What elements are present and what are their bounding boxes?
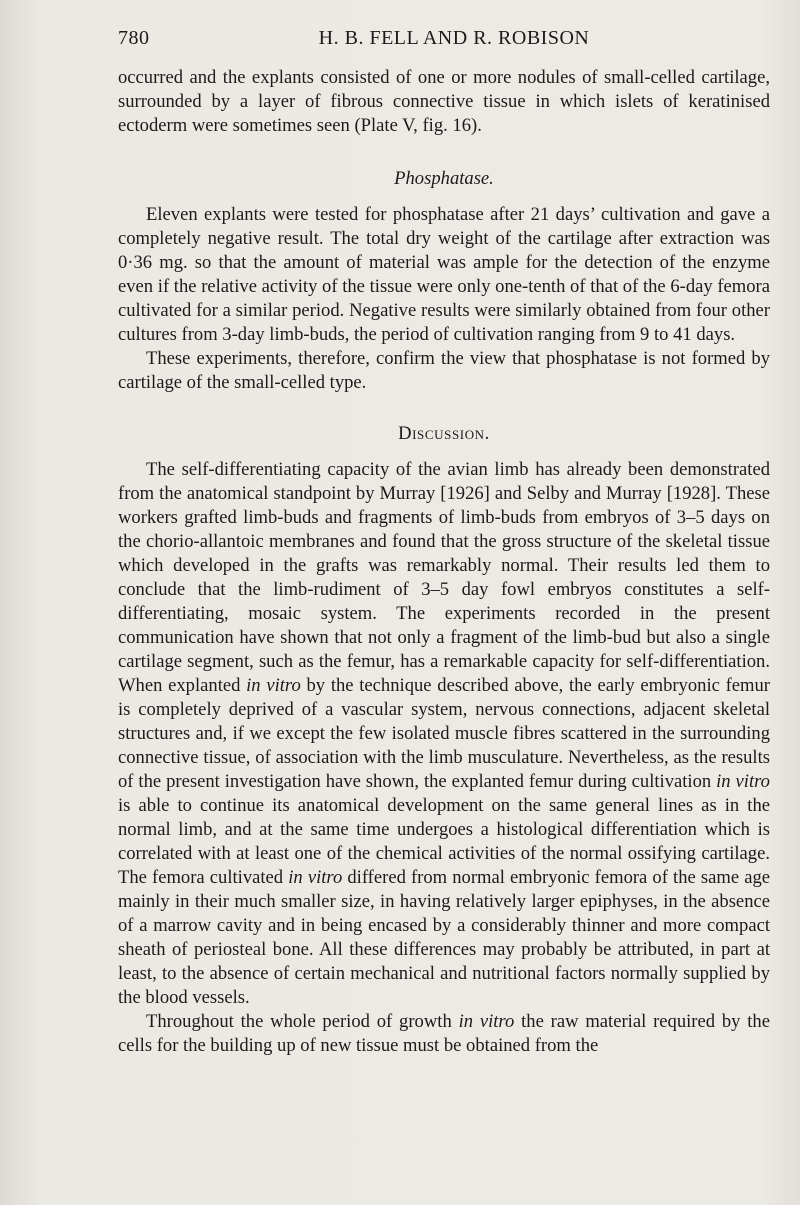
paragraph-intro: occurred and the explants consisted of one or more nodules of small-celled cartilage, surrounded by a layer of fibrous connective tissue in which islets of keratinised ectoderm were sometimes seen (Plate V, fig. 16). (118, 67, 770, 136)
paragraph-phosphatase-1: Eleven explants were tested for phosphatase after 21 days’ cultivation and gave a completely negative result. The total dry weight of the cartilage after extraction was 0·36 mg. so that the amount of material was ample for the detection of the enzyme even if the relative activity of the tissue were only one-tenth of that of the 6-day femora cultivated for a similar period. Negative results were similarly obtained from four other cultures from 3-day limb-buds, the period of cultivation ranging from 9 to 41 days. (118, 204, 770, 345)
italic-term: in vitro (288, 867, 343, 888)
running-head: H. B. FELL AND R. ROBISON (318, 27, 590, 49)
italic-term: in vitro (716, 771, 770, 792)
body-text (118, 66, 770, 1058)
paragraph-discussion-2 (118, 1010, 770, 1058)
page-number: 780 (118, 27, 150, 49)
text-run: the raw material required by the cells for the building up of new tissue must be obtained from the (118, 1011, 770, 1056)
section-heading-discussion: Discussion. (398, 423, 490, 444)
text-run: is able to continue its anatomical development on the same general lines as in the normal limb, and at the same time undergoes a histological differentiation which is correlated with at least one of the chemical activities of the normal ossifying cartilage. The femora cultivated (118, 795, 770, 888)
paragraph-discussion-1 (118, 458, 770, 1010)
text-run: differed from normal embryonic femora of the same age mainly in their much smaller size, in having relatively larger epiphyses, in the absence of a marrow cavity and in being encased by a considerably thinner and more compact sheath of periosteal bone. All these differences may probably be attributed, in part at least, to the absence of certain mechanical and nutritional factors normally supplied by the blood vessels. (118, 867, 770, 1008)
text-run: by the technique described above, the early embryonic femur is completely deprived of a vascular system, nervous connections, adjacent skeletal structures and, if we except the few isolated muscle fibres scattered in the surrounding connective tissue, of association with the limb musculature. Nevertheless, as the results of the present investigation have shown, the explanted femur during cultivation (118, 675, 770, 792)
italic-term: in vitro (246, 675, 301, 696)
paragraph-phosphatase-2: These experiments, therefore, confirm the view that phosphatase is not formed by cartilage of the small-celled type. (118, 348, 770, 393)
section-heading-phosphatase: Phosphatase. (394, 168, 494, 189)
text-run: Throughout the whole period of growth (146, 1011, 459, 1032)
page-header (118, 27, 770, 53)
italic-term: in vitro (458, 1011, 515, 1032)
text-run: The self-differentiating capacity of the avian limb has already been demonstrated from the anatomical standpoint by Murray [1926] and Selby and Murray [1928]. These workers grafted limb-buds and fragments of limb-buds from embryos of 3–5 days on the chorio-allantoic membranes and found that the gross structure of the skeletal tissue which developed in the grafts was remarkably normal. Their results led them to conclude that the limb-rudiment of 3–5 day fowl embryos constitutes a self-differentiating, mosaic system. The experiments recorded in the present communication have shown that not only a fragment of the limb-bud but also a single cartilage segment, such as the femur, has a remarkable capacity for self-differentiation. When explanted (118, 459, 770, 696)
